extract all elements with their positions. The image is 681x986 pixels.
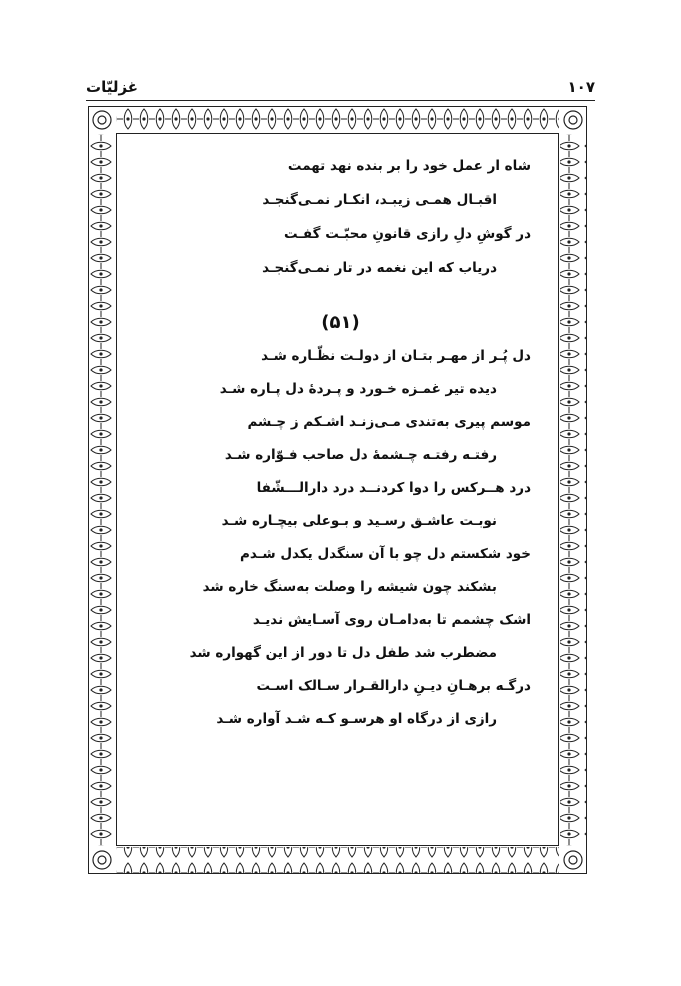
verse-line: دیده تیر غمـزه خـورد و پـردهٔ دل پـاره شـد — [219, 381, 497, 397]
running-title: غزلیّات — [86, 78, 139, 96]
verse-line: نوبـت عاشـق رسـید و بـوعلی بیچـاره شـد — [221, 513, 497, 529]
verse-line: شاه ار عمل خود را بر بنده نهد تهمت — [287, 158, 531, 174]
verse-line: رازی از درگاه او هرسـو کـه شـد آواره شـد — [216, 711, 497, 727]
verse-line: دریاب که این نغمه در تار نمـی‌گنجـد — [262, 260, 497, 276]
page-header — [86, 78, 595, 100]
verse-line: درگـه برهـانِ دیـنِ دارالقـرار سـالک اسـت — [256, 678, 531, 694]
page-number: ۱۰۷ — [567, 78, 595, 96]
verse-line: رفتـه رفتـه چـشمهٔ دل صاحب فـوّاره شـد — [224, 447, 497, 463]
ghazal-number: (۵۱) — [321, 312, 360, 333]
verse-line: دل پُـر از مهـر بتـان از دولـت نظّـاره شـد — [261, 348, 531, 364]
verse-line: درد هــرکس را دوا کردنــد درد دارالـــشّفا — [256, 480, 531, 496]
verse-line: در گوشِ دلِ رازی قانونِ محبّـت گفـت — [284, 226, 531, 242]
header-rule — [86, 100, 595, 101]
verse-line: خود شکستم دل چو با آن سنگدل یکدل شـدم — [240, 546, 531, 562]
verse-line: مضطرب شد طفل دل تا دور از این گهواره شد — [189, 645, 497, 661]
verse-line: موسم پیری به‌تندی مـی‌زنـد اشـکم ز چـشم — [247, 414, 531, 430]
verse-line: بشکند چون شیشه را وصلت به‌سنگ خاره شد — [202, 579, 497, 595]
verse-line: اشک چشمم تا به‌دامـان روی آسـایش ندیـد — [252, 612, 531, 628]
verse-line: اقبـال همـی زیبـد، انکـار نمـی‌گنجـد — [262, 192, 497, 208]
